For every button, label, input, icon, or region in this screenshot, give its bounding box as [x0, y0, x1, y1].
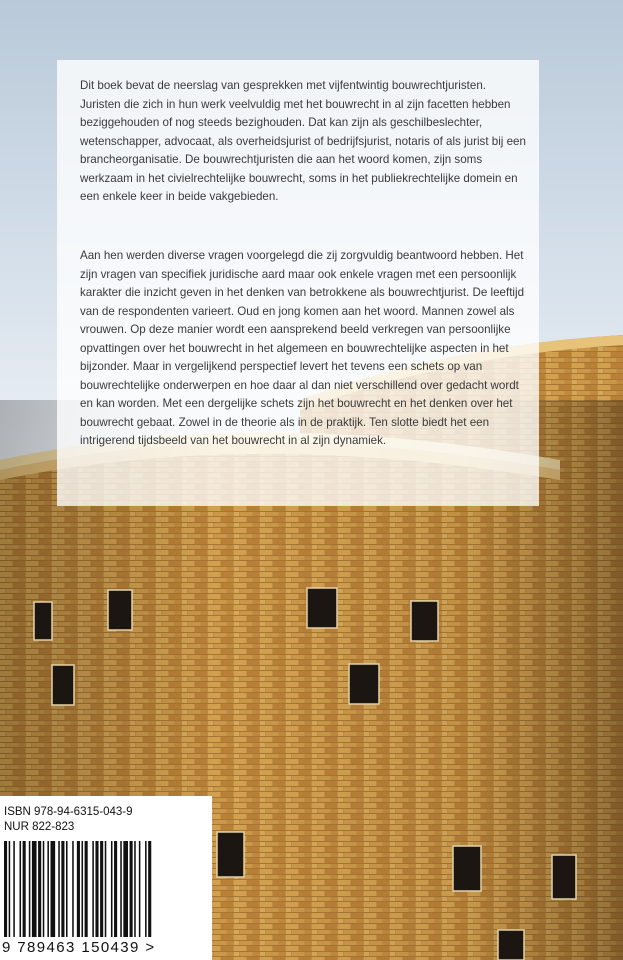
nur-label: NUR 822-823 [4, 821, 75, 833]
barcode-icon [4, 841, 204, 937]
barcode-digits: 9 789463 150439 > [2, 939, 156, 956]
barcode-block [0, 796, 212, 960]
blurb-paragraph-1: Dit boek bevat de neerslag van gesprekken met vijfentwintig bouwrechtjuristen. Juristen die zich in hun werk veelvuldig met het bouwrecht in al zijn facetten hebben beziggehouden of nog steeds bezighouden. Dat kan zijn als geschilbeslechter, wetenschapper, advocaat, als overheidsjurist of bedrijfsjurist, notaris of als jurist bij een brancheorganisatie. De bouwrechtjuristen die aan het woord komen, zijn soms werkzaam in het civielrechtelijke bouwrecht, soms in het publiekrechtelijke domein en een enkele keer in beide vakgebieden. [80, 79, 526, 203]
blurb-paragraph-2: Aan hen werden diverse vragen voorgelegd die zij zorgvuldig beantwoord hebben. Het zijn vragen van specifiek juridische aard maar ook enkele vragen met een persoonlijk karakter die inzicht geven in het denken van betrokkene als bouwrechtjurist. De leeftijd van de respondenten varieert. Oud en jong komen aan het woord. Mannen zowel als vrouwen. Op deze manier wordt een aansprekend beeld verkregen van persoonlijke opvattingen over het bouwrecht in het algemeen en bouwrechtelijke aspecten in het bijzonder. Maar in vergelijkend perspectief levert het tevens een schets op van bouwrechtelijke onderwerpen en hoe daar al dan niet verschillend over gedacht wordt en kan worden. Met een dergelijke schets zijn het bouwrecht en het denken over het bouwrecht gebaat. Zowel in de theorie als in de praktijk. Ten slotte biedt het een intrigerend tijdsbeeld van het bouwrecht in al zijn dynamiek. [80, 249, 525, 447]
isbn-label: ISBN 978-94-6315-043-9 [4, 806, 133, 818]
blurb-panel [57, 60, 539, 506]
